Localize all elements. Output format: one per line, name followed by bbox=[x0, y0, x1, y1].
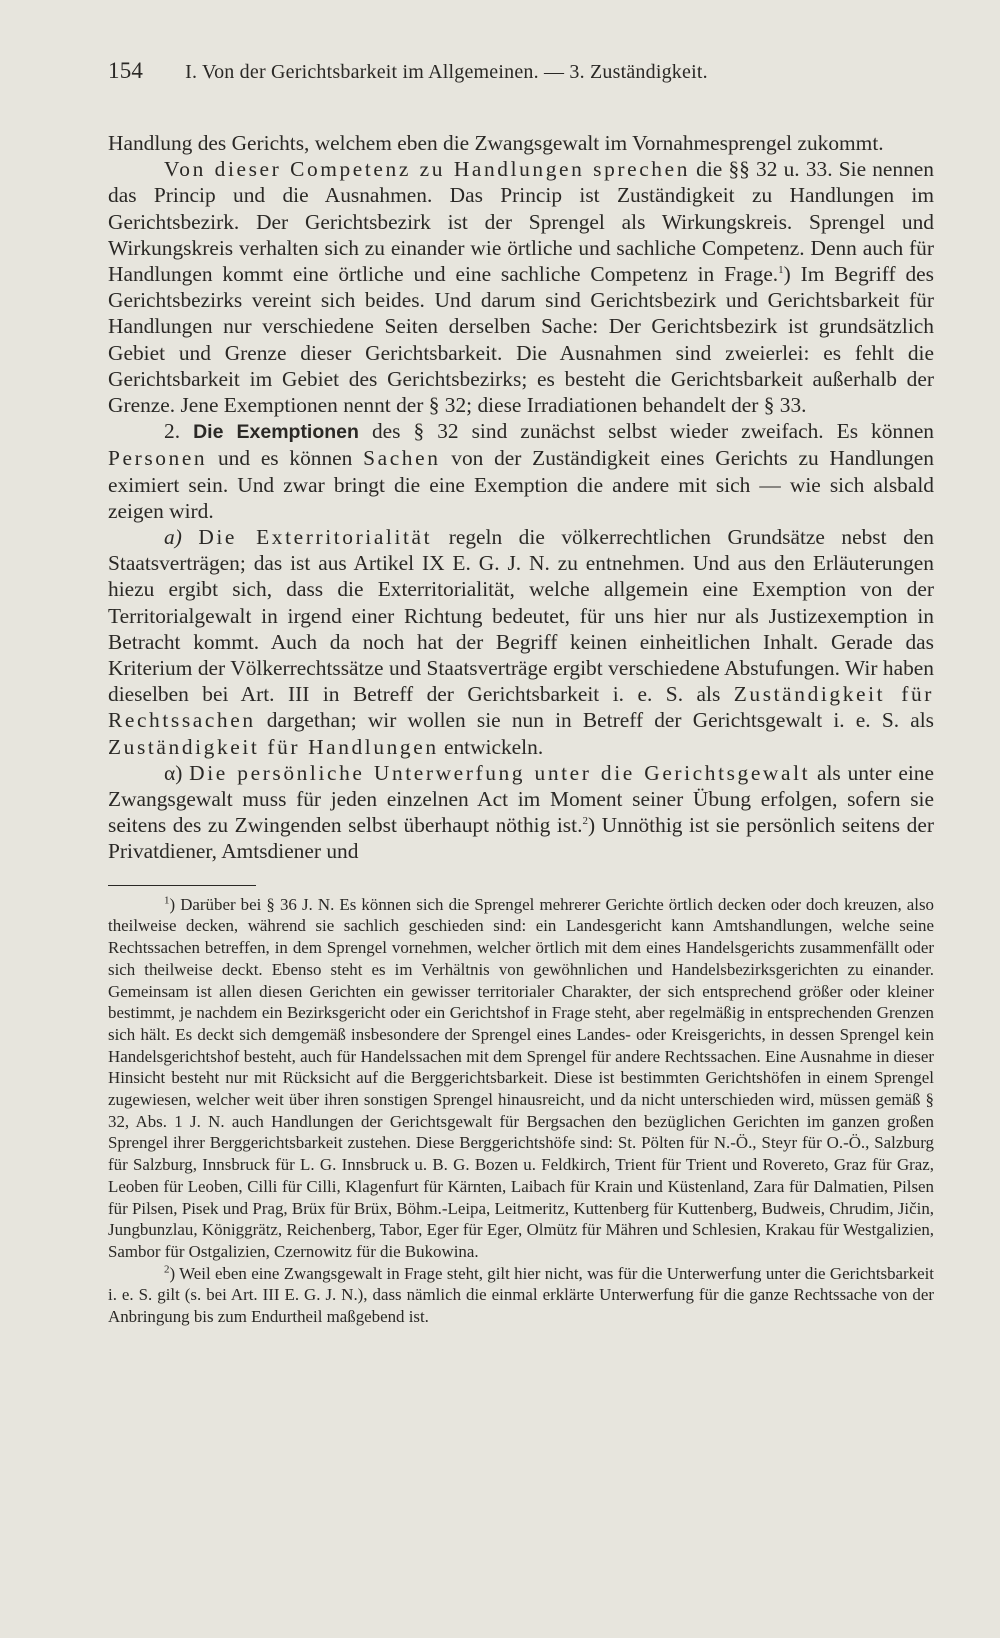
footnotes bbox=[108, 894, 934, 1328]
footnote-marker: 2 bbox=[582, 815, 588, 828]
footnote bbox=[108, 1263, 934, 1328]
text-run: Zuständigkeit für Handlungen bbox=[108, 734, 439, 759]
text-run: von der Zuständigkeit eines Gerichts zu Handlungen eximiert sein. Und zwar bringt die eine Exemption die andere mit sich — wie sich alsbald zeigen wird. bbox=[108, 446, 934, 523]
text-run: entwickeln. bbox=[438, 734, 544, 759]
text-run: Die Exterritorialität bbox=[198, 525, 433, 550]
body-paragraph: Handlung des Gerichts, welchem eben die Zwangsgewalt im Vornahmesprengel zukommt. bbox=[108, 131, 884, 155]
footnote bbox=[108, 894, 934, 1263]
text-run: dargethan; wir wollen sie nun in Betreff der Gerichtsgewalt i. e. S. als bbox=[255, 708, 934, 733]
text-run: ) Weil eben eine Zwangsgewalt in Frage steht, gilt hier nicht, was für die Unterwerfung unter die Gerichtsbarkeit i. e. S. gilt (s. bei Art. III E. G. J. N.), dass nämlich die einmal erklärte Unterwerfung für die ganze Rechtssache von der Anbringung bis zum Endurtheil maßgebend ist. bbox=[108, 1263, 934, 1327]
text-run: Zuständigkeit für Rechtssachen bbox=[108, 682, 934, 733]
text-run: 2. bbox=[164, 419, 194, 444]
text-run: Von dieser Competenz zu Handlungen sprechen bbox=[164, 157, 690, 182]
text-run: Die Exemptionen bbox=[193, 421, 359, 444]
page-number: 154 bbox=[108, 58, 144, 83]
text-run: und es können bbox=[207, 446, 364, 471]
body-paragraph bbox=[108, 524, 934, 760]
text-run: die §§ 32 u. 33. Sie nennen das Princip und die Ausnahmen. Das Princip ist Zuständigkeit zu Handlungen im Gerichtsbezirk. Der Gerichtsbezirk ist der Sprengel als Wirkungskreis. Sprengel und Wirkungskreis verhalten sich zu einander wie örtliche und sachliche Competenz. Denn auch für Handlungen kommt eine örtliche und eine sachliche Competenz in Frage. bbox=[108, 157, 935, 287]
running-head: I. Von der Gerichtsbarkeit im Allgemeinen. — 3. Zuständigkeit. bbox=[185, 61, 708, 83]
body-text bbox=[108, 130, 934, 865]
text-run: ) Im Begriff des Gerichtsbezirks vereint sich beides. Und darum sind Gerichtsbezirk und Gerichtsbarkeit für Handlungen nur verschiedene Seiten derselben Sache: Der Gerichtsbezirk ist grundsätzlich Gebiet und Grenze dieser Gerichtsbarkeit. Die Ausnahmen sind zweierlei: es fehlt die Gerichtsbarkeit im Gebiet des Gerichtsbezirks; es besteht die Gerichtsbarkeit außerhalb der Grenze. Jene Exemptionen nennt der § 32; diese Irradiationen behandelt der § 33. bbox=[108, 262, 935, 418]
page-header bbox=[108, 58, 934, 84]
body-paragraph bbox=[108, 418, 934, 524]
footnote-marker: 2 bbox=[164, 1263, 170, 1276]
text-run bbox=[182, 525, 199, 549]
text-run: a) bbox=[164, 525, 182, 550]
text-run: ) Unnöthig ist sie persönlich seitens der Privatdiener, Amtsdiener und bbox=[108, 813, 934, 864]
text-run: Sachen bbox=[363, 446, 441, 471]
footnote-marker: 1 bbox=[164, 894, 170, 907]
text-run: als unter eine Zwangsgewalt muss für jeden einzelnen Act im Moment seiner Übung erfolgen, sofern sie seitens des zu Zwingenden selbst überhaupt nöthig ist. bbox=[108, 760, 934, 838]
body-paragraph bbox=[108, 156, 934, 418]
footnote-separator bbox=[108, 885, 256, 886]
footnote-marker: 1 bbox=[778, 263, 784, 276]
text-run: α) bbox=[164, 760, 190, 785]
text-run: ) Darüber bei § 36 J. N. Es können sich die Sprengel mehrerer Gerichte örtlich decken oder doch kreuzen, also theilweise decken, während sie sachlich geschieden sind: ein Landesgericht kann Amtshandlungen, welche seine Rechtssachen betreffen, in dem Sprengel vornehmen, welcher örtlich mit dem eines Handelsgerichts zusammenfällt oder sich theilweise deckt. Ebenso steht es im Verhältnis von gewöhnlichen und Handelsbezirksgerichten zu einander. Gemeinsam ist allen diesen Gerichten ein gewisser territorialer Charakter, der sich entsprechend größer oder kleiner bestimmt, je nachdem ein Bezirksgericht oder ein Gerichtshof in Frage steht, aber regelmäßig in entsprechenden Grenzen sich hält. Es deckt sich demgemäß insbesondere der Sprengel eines Landes- oder Kreisgerichts, in dessen Sprengel kein Handelsgerichtshof besteht, auch für Handelssachen mit dem Sprengel für andere Rechtssachen. Eine Ausnahme in dieser Hinsicht besteht nur mit Rücksicht auf die Berggerichtsbarkeit. Diese ist bestimmten Gerichtshöfen in einem Sprengel zugewiesen, welcher weit über ihren sonstigen Sprengel hinausreicht, und da nicht unterschieden wird, müssen gemäß § 32, Abs. 1 J. N. auch Handlungen der Gerichtsgewalt für Bergsachen den bezüglichen Gerichten im ganzen großen Sprengel ihrer Berggerichtsbarkeit zustehen. Diese Berggerichtshöfe sind: St. Pölten für N.-Ö., Steyr für O.-Ö., Salzburg für Salzburg, Innsbruck für L. G. Innsbruck u. B. G. Bozen u. Feldkirch, Trient für Trient und Rovereto, Graz für Graz, Leoben für Leoben, Cilli für Cilli, Klagenfurt für Kärnten, Laibach für Krain und Küstenland, Zara für Dalmatien, Pilsen für Pilsen, Pisek und Prag, Brüx für Brüx, Böhm.-Leipa, Leitmeritz, Kuttenberg für Kuttenberg, Budweis, Chrudim, Jičin, Jungbunzlau, Königgrätz, Reichenberg, Tabor, Eger für Eger, Olmütz für Mähren und Schlesien, Krakau für Westgalizien, Sambor für Ostgalizien, Czernowitz für die Bukowina. bbox=[108, 894, 934, 1261]
body-paragraph bbox=[108, 760, 934, 865]
text-run: des § 32 sind zunächst selbst wieder zweifach. Es können bbox=[358, 419, 935, 444]
text-run: Personen bbox=[108, 446, 208, 471]
text-run: Die persönliche Unterwerfung unter die Gerichtsgewalt bbox=[189, 760, 811, 785]
text-run: regeln die völkerrechtlichen Grundsätze nebst den Staatsverträgen; das ist aus Artikel IX E. G. J. N. zu entnehmen. Und aus den Erläuterungen hiezu ergibt sich, dass die Exterritorialität, welche allgemein eine Exemption von der Territorialgewalt in irgend einer Richtung bedeutet, für uns hier nur als Justizexemption in Betracht kommt. Auch da noch hat der Begriff keinen einheitlichen Inhalt. Gerade das Kriterium der Völkerrechtssätze und Staatsverträge ergibt verschiedene Abstufungen. Wir haben dieselben bei Art. III in Betreff der Gerichtsbarkeit i. e. S. als bbox=[108, 525, 934, 707]
